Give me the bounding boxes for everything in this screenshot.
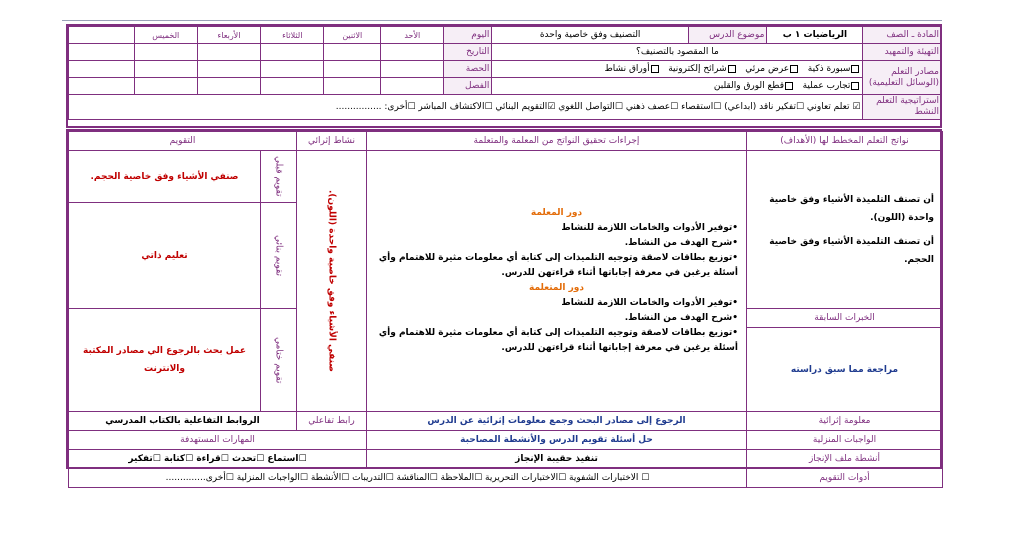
- subject-label: المادة ـ الصف: [863, 27, 942, 44]
- link-label: رابط تفاعلي: [297, 412, 367, 431]
- strategy-options: ☑ تعلم تعاوني ☐تفكير ناقد (ابداعي) ☐استقصاء ☐عصف ذهني ☐التواصل اللغوي ☑التقويم البنائي ☐الاكتشاف المباشر ☐أخرى: ................: [69, 95, 863, 120]
- subject-value: الرياضيات ١ ب: [767, 27, 863, 44]
- enrich-value: الرجوع إلى مصادر البحث وجمع معلومات إثرائية عن الدرس: [367, 412, 747, 431]
- tools-label: أدوات التقويم: [747, 469, 943, 488]
- strategy-label: استراتيجية التعلم النشط: [863, 95, 942, 120]
- page-top-rule: [62, 20, 942, 21]
- class-label: الفصل: [444, 78, 492, 95]
- student-step-1: •توفير الأدوات والخامات اللازمة للنشاط: [561, 298, 738, 308]
- day-wednesday: الأربعاء: [197, 27, 260, 44]
- homework-label: الواجبات المنزلية: [747, 431, 943, 450]
- student-step-2: •شرح الهدف من النشاط.: [624, 313, 738, 323]
- day-tuesday: الثلاثاء: [261, 27, 324, 44]
- checkbox-icon[interactable]: [851, 65, 859, 73]
- skills-label: المهارات المستهدفة: [69, 431, 367, 450]
- checkbox-icon[interactable]: [851, 82, 859, 90]
- eval-final-label: تقويم ختامي: [261, 309, 297, 412]
- checkbox-icon[interactable]: [651, 65, 659, 73]
- lesson-table: [68, 131, 943, 488]
- header-table: [68, 26, 942, 120]
- tools-options: ☐ الاختبارات الشفوية ☐الاختبارات التحريرية ☐الملاحظة ☐المناقشة ☐التدريبات ☐الأنشطة ☐الواجبات المنزلية ☐أخرى..............: [69, 469, 747, 488]
- eval-pre-label: تقويم قبلي: [261, 151, 297, 203]
- day-monday: الاثنين: [324, 27, 381, 44]
- activity-header: نشاط إثرائي: [297, 132, 367, 151]
- intro-label: التهيئة والتمهيد: [863, 44, 942, 61]
- checkbox-icon[interactable]: [785, 82, 793, 90]
- activity-cell: صنفي الأشياء وفق خاصية واحدة (اللون).: [297, 151, 367, 412]
- day-sunday: الأحد: [381, 27, 444, 44]
- teacher-step-2: •شرح الهدف من النشاط.: [624, 238, 738, 248]
- lesson-topic-label: موضوع الدرس: [688, 27, 767, 44]
- objective-2: أن تصنف التلميذة الأشياء وفق خاصية الحجم.: [769, 236, 934, 265]
- prior-label: الخبرات السابقة: [747, 309, 943, 328]
- teacher-step-3: •توزيع بطاقات لاصقة وتوجيه التلميذات إلى كتابة أي معلومات مثيرة للاهتمام وأي أسئلة يرغبن في معرفة إجاباتها أثناء قراءتهن للدرس.: [378, 253, 738, 278]
- prior-value: مراجعة مما سبق دراسته: [747, 328, 943, 412]
- evaluation-header: التقويم: [69, 132, 297, 151]
- eval-final-value: عمل بحث بالرجوع الي مصادر المكتبة والانترنت: [69, 309, 261, 412]
- teacher-step-1: •توفير الأدوات والخامات اللازمة للنشاط: [561, 223, 738, 233]
- objectives-cell: [747, 151, 943, 309]
- date-label: التاريخ: [444, 44, 492, 61]
- student-role-title: دور المتعلمة: [529, 283, 584, 293]
- period-label: الحصة: [444, 61, 492, 78]
- day-thursday: الخميس: [134, 27, 197, 44]
- intro-value: ما المقصود بالتصنيف؟: [492, 44, 863, 61]
- objectives-header: نواتج التعلم المخطط لها (الأهداف): [747, 132, 943, 151]
- day-label: اليوم: [444, 27, 492, 44]
- eval-formative-value: تعليم ذاتي: [69, 203, 261, 309]
- procedures-header: إجراءات تحقيق النواتج من المعلمة والمتعلمة: [367, 132, 747, 151]
- procedures-cell: [367, 151, 747, 412]
- homework-value: حل أسئلة تقويم الدرس والأنشطة المصاحبة: [367, 431, 747, 450]
- enrich-label: معلومة إثرائية: [747, 412, 943, 431]
- resources-row-1: سبورة ذكية عرض مرئي شرائح إلكترونية أوراق نشاط: [492, 61, 863, 78]
- portfolio-value: تنفيذ حقيبة الإنجاز: [367, 450, 747, 469]
- checkbox-icon[interactable]: [728, 65, 736, 73]
- resources-row-2: تجارب عملية قطع الورق والقلبن: [492, 78, 863, 95]
- objective-1: أن تصنف التلميذة الأشياء وفق خاصية واحدة (اللون).: [769, 194, 934, 223]
- student-step-3: •توزيع بطاقات لاصقة وتوجيه التلميذات إلى كتابة أي معلومات مثيرة للاهتمام وأي أسئلة يرغبن في معرفة إجاباتها أثناء قراءتهن للدرس.: [378, 328, 738, 353]
- skills-options: ☐استماع ☐تحدث ☐قراءة ☐كتابة ☐تفكير: [69, 450, 367, 469]
- portfolio-label: أنشطة ملف الإنجاز: [747, 450, 943, 469]
- teacher-role-title: دور المعلمة: [530, 208, 583, 218]
- checkbox-icon[interactable]: [790, 65, 798, 73]
- eval-pre-value: صنفي الأشياء وفق خاصية الحجم.: [69, 151, 261, 203]
- resources-label: مصادر التعلم (الوسائل التعليمية): [863, 61, 942, 95]
- eval-formative-label: تقويم بنائي: [261, 203, 297, 309]
- link-value: الروابط التفاعلية بالكتاب المدرسي: [69, 412, 297, 431]
- lesson-topic-value: التصنيف وفق خاصية واحدة: [492, 27, 688, 44]
- day-empty: [69, 27, 135, 44]
